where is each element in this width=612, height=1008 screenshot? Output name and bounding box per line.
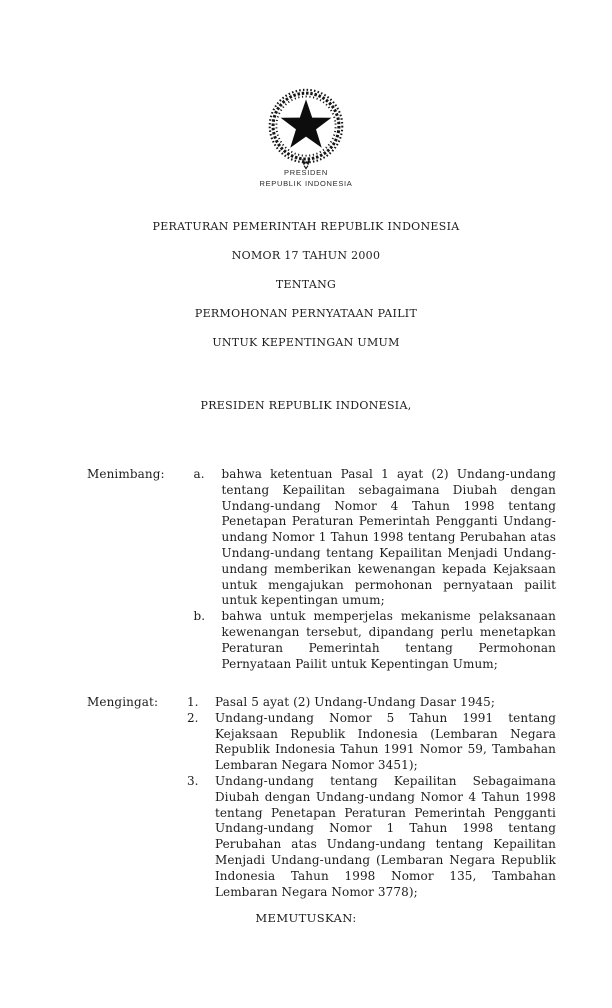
- mengingat-item-1: [187, 695, 556, 711]
- regulation-number: NOMOR 17 TAHUN 2000: [231, 249, 381, 262]
- letterhead-republik-label: REPUBLIK INDONESIA: [259, 179, 353, 188]
- presidential-seal: [263, 86, 349, 170]
- mengingat-item-1-marker: 1.: [186, 695, 199, 709]
- mengingat-label: Mengingat: [87, 695, 154, 709]
- mengingat-item-1-text: Pasal 5 ayat (2) Undang-Undang Dasar 1945;: [214, 695, 496, 709]
- menimbang-item-b-marker: b.: [193, 609, 206, 624]
- letterhead-presiden-label: PRESIDEN: [284, 168, 328, 177]
- mengingat-item-2-marker: 2.: [186, 710, 199, 725]
- menimbang-colon: :: [160, 467, 165, 481]
- mengingat-colon: :: [153, 695, 159, 709]
- salutation: PRESIDEN REPUBLIK INDONESIA,: [200, 399, 412, 412]
- mengingat-item-3-marker: 3.: [186, 773, 199, 788]
- menimbang-section: [87, 467, 556, 672]
- mengingat-section: [87, 695, 556, 900]
- mengingat-item-2: [187, 711, 556, 774]
- regulation-title: PERATURAN PEMERINTAH REPUBLIK INDONESIA: [152, 220, 460, 233]
- mengingat-item-3-text: Undang-undang tentang Kepailitan Sebagaimana Diubah dengan Undang-undang Nomor 4 Tahun 1998 tentang Penetapan Peraturan Pemerintah Pengganti Undang-undang Nomor 1 Tahun 1998 tentang Perubahan atas Undang-undang tentang Kepailitan Menjadi Undang-undang (Lembaran Negara Republik Indonesia Tahun 1998 Nomor 135, Tambahan Lembaran Negara Nomor 3778);: [214, 773, 556, 899]
- menimbang-item-a-text: bahwa ketentuan Pasal 1 ayat (2) Undang-undang tentang Kepailitan sebagaimana Diubah dengan Undang-undang Nomor 4 Tahun 1998 tentang Penetapan Peraturan Pemerintah Pengganti Undang-undang Nomor 1 Tahun 1998 tentang Perubahan atas Undang-undang tentang Kepailitan Menjadi Undang-undang memberikan kewenangan kepada Kejaksaan untuk mengajukan permohonan pernyataan pailit untuk kepentingan umum;: [221, 467, 556, 608]
- menimbang-item-a-marker: a.: [193, 467, 205, 481]
- menimbang-label: Menimbang: [87, 467, 161, 481]
- subject-line-1: PERMOHONAN PERNYATAAN PAILIT: [194, 307, 418, 320]
- menimbang-item-b-text: bahwa untuk memperjelas mekanisme pelaksanaan kewenangan tersebut, dipandang perlu menetapkan Peraturan Pemerintah tentang Permohonan Pernyataan Pailit untuk Kepentingan Umum;: [221, 609, 556, 671]
- star-wreath-seal-icon: [263, 86, 349, 170]
- mengingat-item-3: [187, 774, 556, 900]
- document-title-block: [0, 221, 612, 366]
- subject-line-2: UNTUK KEPENTINGAN UMUM: [212, 336, 400, 349]
- memutuskan-heading: MEMUTUSKAN:: [255, 911, 357, 925]
- tentang-label: TENTANG: [275, 278, 337, 291]
- letterhead: [0, 167, 612, 189]
- menimbang-item-b: [193, 609, 556, 672]
- mengingat-item-2-text: Undang-undang Nomor 5 Tahun 1991 tentang Kejaksaan Republik Indonesia (Lembaran Negara Republik Indonesia Tahun 1991 Nomor 59, Tambahan Lembaran Negara Nomor 3451);: [214, 710, 556, 773]
- menimbang-item-a: [193, 467, 556, 609]
